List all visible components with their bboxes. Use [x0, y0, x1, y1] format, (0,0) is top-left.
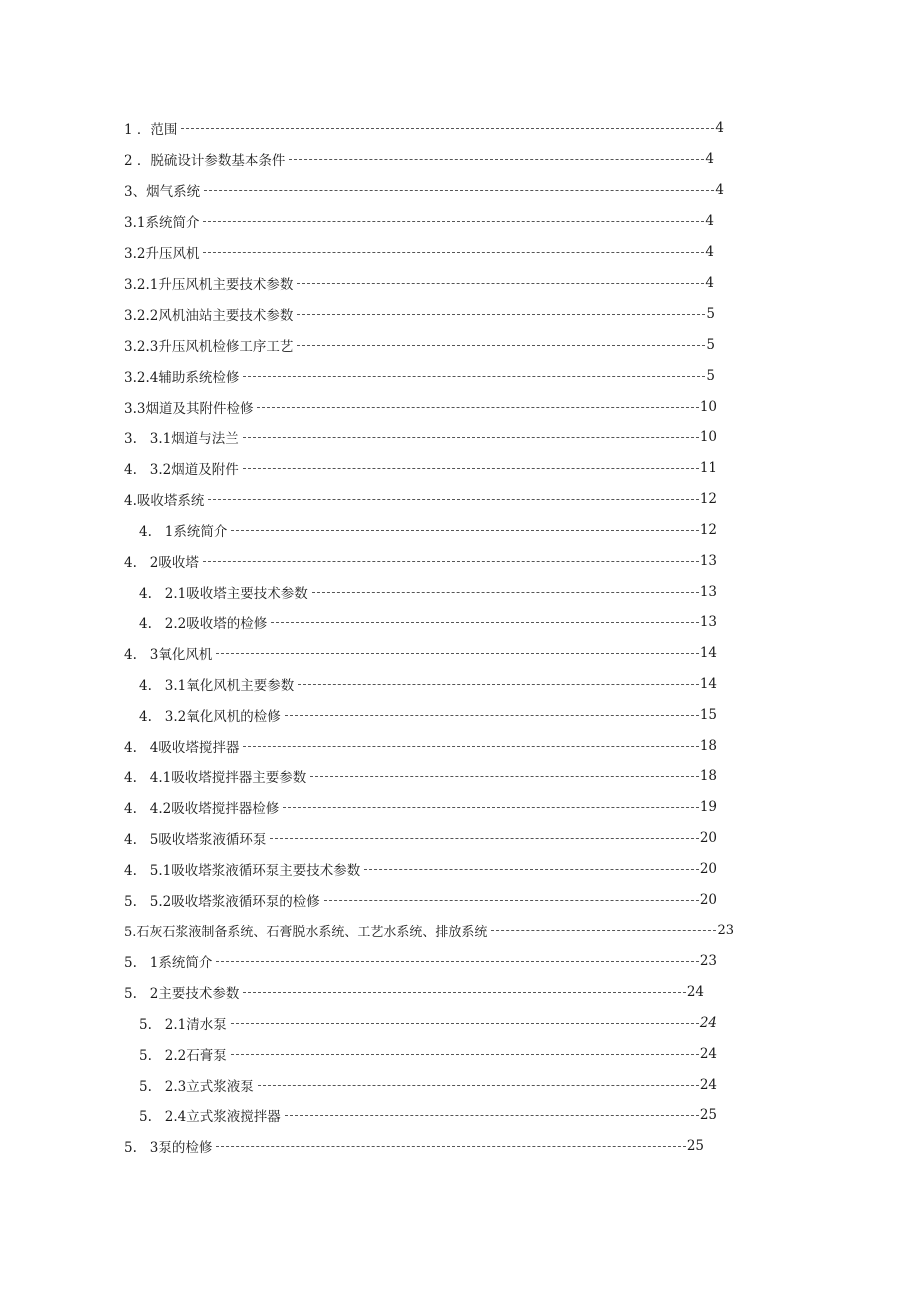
- toc-entry[interactable]: [124, 920, 734, 940]
- toc-page-number: 24: [686, 984, 704, 1000]
- toc-page-number: 25: [699, 1107, 717, 1123]
- toc-entry-label: 2 ．脱硫设计参数基本条件: [124, 153, 286, 169]
- toc-page-number: 23: [699, 953, 717, 969]
- toc-entry-label: 4.吸收塔系统: [124, 493, 205, 509]
- toc-entry-label: 3.3烟道及其附件检修: [124, 401, 254, 417]
- toc-entry-label: 4. 1系统简介: [139, 524, 228, 540]
- toc-page-number: 12: [699, 522, 717, 538]
- toc-dot-leader: [270, 838, 698, 839]
- toc-page-number: 4: [705, 244, 714, 260]
- toc-entry-label: 3.2升压风机: [124, 246, 200, 262]
- toc-dot-leader: [324, 900, 699, 901]
- toc-dot-leader: [257, 407, 698, 408]
- toc-entry[interactable]: [124, 1136, 704, 1156]
- toc-page-number: 18: [699, 738, 717, 754]
- toc-entry[interactable]: [124, 242, 714, 262]
- toc-dot-leader: [181, 128, 714, 129]
- toc-entry[interactable]: [124, 366, 715, 386]
- toc-entry[interactable]: [124, 489, 717, 509]
- toc-page-number: 13: [699, 614, 717, 630]
- toc-dot-leader: [231, 530, 698, 531]
- toc-entry-label: 1 ．范围: [124, 122, 178, 138]
- toc-entry[interactable]: [124, 458, 717, 478]
- toc-entry-label: 4. 3.2烟道及附件: [124, 462, 239, 478]
- toc-entry[interactable]: [124, 273, 714, 293]
- toc-dot-leader: [364, 869, 699, 870]
- toc-entry-label: 5. 2.4立式浆液搅拌器: [139, 1109, 281, 1125]
- toc-page-number: 23: [717, 922, 734, 938]
- toc-dot-leader: [203, 561, 699, 562]
- toc-entry-label: 5. 3泵的检修: [124, 1140, 213, 1156]
- toc-entry-label: 4. 2.2吸收塔的检修: [139, 616, 268, 632]
- toc-page-number: 25: [686, 1138, 704, 1154]
- toc-dot-leader: [312, 592, 699, 593]
- toc-entry-label: 5. 2.1清水泵: [139, 1017, 227, 1033]
- toc-dot-leader: [243, 437, 699, 438]
- toc-entry[interactable]: [124, 427, 717, 447]
- toc-entry[interactable]: [124, 211, 714, 231]
- toc-page-number: 18: [699, 768, 717, 784]
- toc-entry-label: 5.石灰石浆液制备系统、石膏脱水系统、工艺水系统、排放系统: [124, 924, 488, 940]
- toc-dot-leader: [203, 221, 704, 222]
- toc-entry-label: 4. 4吸收塔搅拌器: [124, 740, 240, 756]
- toc-page-number: 5: [706, 368, 715, 384]
- toc-page-number: 4: [705, 213, 714, 229]
- toc-entry[interactable]: [124, 736, 717, 756]
- toc-dot-leader: [271, 622, 699, 623]
- toc-page-number: 14: [699, 645, 717, 661]
- toc-entry-label: 3.2.1升压风机主要技术参数: [124, 277, 294, 293]
- toc-entry[interactable]: [139, 705, 717, 725]
- toc-entry[interactable]: [124, 304, 715, 324]
- toc-dot-leader: [216, 961, 698, 962]
- toc-page-number: 5: [706, 306, 715, 322]
- toc-dot-leader: [216, 1146, 685, 1147]
- toc-entry-label: 3.1系统简介: [124, 215, 200, 231]
- toc-entry-label: 4. 3.2氧化风机的检修: [139, 709, 281, 725]
- toc-dot-leader: [208, 499, 698, 500]
- toc-entry[interactable]: [124, 982, 704, 1002]
- toc-page-number: 4: [705, 275, 714, 291]
- toc-entry-label: 4. 4.2吸收塔搅拌器检修: [124, 801, 280, 817]
- toc-dot-leader: [285, 1115, 699, 1116]
- toc-entry[interactable]: [124, 859, 717, 879]
- toc-page-number: 24: [699, 1015, 717, 1031]
- toc-page-number: 4: [705, 151, 714, 167]
- toc-dot-leader: [310, 776, 699, 777]
- toc-entry-label: 5. 1系统简介: [124, 955, 213, 971]
- toc-entry-label: 4. 3.1氧化风机主要参数: [139, 678, 295, 694]
- toc-page-number: 24: [699, 1046, 717, 1062]
- toc-entry-label: 3.2.3升压风机检修工序工艺: [124, 339, 294, 355]
- toc-entry-label: 4. 3氧化风机: [124, 647, 213, 663]
- toc-entry-label: 4. 5.1吸收塔浆液循环泵主要技术参数: [124, 863, 361, 879]
- toc-page-number: 13: [699, 553, 717, 569]
- toc-dot-leader: [297, 345, 705, 346]
- toc-page-number: 20: [699, 861, 717, 877]
- toc-page-number: 5: [706, 337, 715, 353]
- toc-dot-leader: [285, 715, 699, 716]
- toc-page-number: 4: [715, 120, 724, 136]
- toc-entry[interactable]: [139, 674, 717, 694]
- toc-page-number: 4: [715, 182, 724, 198]
- toc-dot-leader: [298, 684, 699, 685]
- toc-dot-leader: [297, 314, 705, 315]
- toc-dot-leader: [243, 468, 699, 469]
- toc-page-number: 11: [699, 460, 717, 476]
- toc-dot-leader: [203, 252, 704, 253]
- toc-entry[interactable]: [124, 643, 717, 663]
- toc-entry-label: 4. 5吸收塔浆液循环泵: [124, 832, 267, 848]
- toc-entry-label: 5. 2主要技术参数: [124, 986, 240, 1002]
- toc-entry[interactable]: [124, 828, 717, 848]
- toc-dot-leader: [231, 1054, 699, 1055]
- toc-entry[interactable]: [139, 1075, 717, 1095]
- toc-dot-leader: [491, 930, 716, 931]
- toc-page-number: 10: [699, 399, 717, 415]
- toc-page-number: 19: [699, 799, 717, 815]
- toc-page-number: 24: [699, 1077, 717, 1093]
- toc-page-number: 15: [699, 707, 717, 723]
- toc-entry[interactable]: [124, 149, 714, 169]
- toc-page-number: 13: [699, 584, 717, 600]
- toc-entry[interactable]: [139, 1105, 717, 1125]
- toc-entry[interactable]: [124, 951, 717, 971]
- toc-page-number: 10: [699, 429, 717, 445]
- toc-dot-leader: [204, 190, 714, 191]
- toc-page-number: 20: [699, 830, 717, 846]
- toc-dot-leader: [243, 992, 685, 993]
- toc-entry[interactable]: [124, 890, 717, 910]
- toc-entry-label: 3.2.2风机油站主要技术参数: [124, 308, 294, 324]
- toc-dot-leader: [289, 159, 704, 160]
- toc-entry[interactable]: [124, 766, 717, 786]
- toc-entry-label: 3、烟气系统: [124, 184, 201, 200]
- toc-entry[interactable]: [124, 397, 717, 417]
- toc-entry[interactable]: [139, 520, 717, 540]
- toc-entry-label: 3. 3.1烟道与法兰: [124, 431, 239, 447]
- toc-dot-leader: [231, 1023, 699, 1024]
- toc-page-number: 20: [699, 892, 717, 908]
- toc-dot-leader: [297, 283, 704, 284]
- toc-page-number: 12: [699, 491, 717, 507]
- toc-entry-label: 4. 4.1吸收塔搅拌器主要参数: [124, 770, 307, 786]
- toc-entry[interactable]: [124, 180, 724, 200]
- toc-entry[interactable]: [139, 582, 717, 602]
- toc-entry[interactable]: [124, 551, 717, 571]
- toc-entry[interactable]: [124, 335, 715, 355]
- toc-entry-label: 3.2.4辅助系统检修: [124, 370, 240, 386]
- toc-entry[interactable]: [124, 797, 717, 817]
- toc-entry[interactable]: [139, 612, 717, 632]
- toc-page-number: 14: [699, 676, 717, 692]
- toc-entry-label: 5. 2.2石膏泵: [139, 1048, 227, 1064]
- toc-dot-leader: [258, 1085, 699, 1086]
- toc-entry-label: 5. 2.3立式浆液泵: [139, 1079, 254, 1095]
- toc-entry-label: 4. 2吸收塔: [124, 555, 199, 571]
- toc-entry[interactable]: [139, 1013, 717, 1033]
- toc-entry-label: 4. 2.1吸收塔主要技术参数: [139, 586, 308, 602]
- toc-entry[interactable]: [139, 1044, 717, 1064]
- toc-dot-leader: [283, 807, 699, 808]
- toc-entry-label: 5. 5.2吸收塔浆液循环泵的检修: [124, 894, 320, 910]
- toc-dot-leader: [243, 746, 698, 747]
- toc-entry[interactable]: [124, 118, 724, 138]
- toc-dot-leader: [243, 376, 705, 377]
- toc-dot-leader: [216, 653, 698, 654]
